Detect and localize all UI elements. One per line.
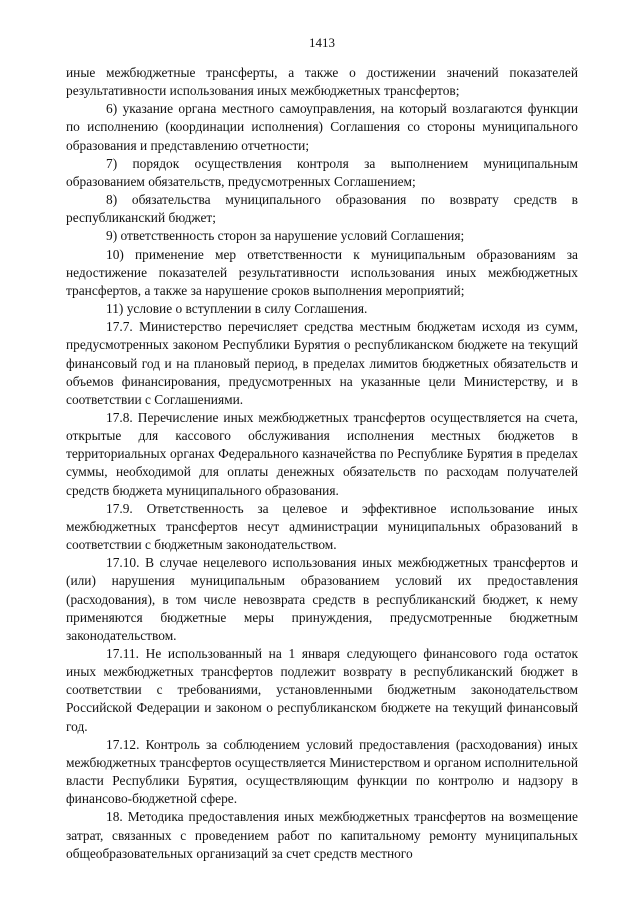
paragraph: 7) порядок осуществления контроля за выполнением муниципальным образованием обязательств, предусмотренных Соглашением;	[66, 155, 578, 189]
paragraph: 18. Методика предоставления иных межбюджетных трансфертов на возмещение затрат, связанных с проведением работ по капитальному ремонту муниципальных общеобразовательных организаций за счет средств местного	[66, 809, 578, 861]
page-number: 1413	[309, 35, 335, 50]
paragraph: 10) применение мер ответственности к муниципальным образованиям за недостижение показателей результативности использования иных межбюджетных трансфертов, а также за нарушение сроков выполнения мероприятий;	[66, 246, 578, 298]
paragraph: 11) условие о вступлении в силу Соглашения.	[106, 301, 368, 317]
paragraph: 6) указание органа местного самоуправления, на который возлагаются функции по исполнению (координации исполнения) Соглашения со стороны муниципального образования и представлению отчетности;	[66, 101, 578, 153]
document-page	[66, 34, 578, 863]
paragraph: 9) ответственность сторон за нарушение условий Соглашения;	[106, 228, 465, 244]
document-body	[66, 64, 578, 863]
paragraph: 8) обязательства муниципального образования по возврату средств в республиканский бюджет;	[66, 192, 578, 226]
paragraph: иные межбюджетные трансферты, а также о достижении значений показателей результативности использования иных межбюджетных трансфертов;	[66, 65, 578, 99]
paragraph: 17.7. Министерство перечисляет средства местным бюджетам исходя из сумм, предусмотренных законом Республики Бурятия о республиканском бюджете на текущий финансовый год и на плановый период, в пределах лимитов бюджетных обязательств и объемов финансирования, предусмотренных на указанные цели Министерству, и в соответствии с Соглашениями.	[66, 319, 578, 407]
paragraph: 17.10. В случае нецелевого использования иных межбюджетных трансфертов и (или) нарушения муниципальным образованием условий их предоставления (расходования), в том числе невозврата средств в республиканский бюджет, к нему применяются бюджетные меры принуждения, предусмотренные бюджетным законодательством.	[66, 555, 578, 643]
paragraph: 17.9. Ответственность за целевое и эффективное использование иных межбюджетных трансфертов несут администрации муниципальных образований в соответствии с бюджетным законодательством.	[66, 500, 578, 553]
paragraph: 17.12. Контроль за соблюдением условий предоставления (расходования) иных межбюджетных трансфертов осуществляется Министерством и органом исполнительной власти Республики Бурятия, осуществляющим функции по контролю и надзору в финансово-бюджетной сфере.	[66, 736, 578, 807]
paragraph: 17.11. Не использованный на 1 января следующего финансового года остаток иных межбюджетных трансфертов подлежит возврату в республиканский бюджет в соответствии с требованиями, установленными бюджетным законодательством Российской Федерации и законом о республиканском бюджете на текущий финансовый год.	[66, 646, 578, 734]
paragraph: 17.8. Перечисление иных межбюджетных трансфертов осуществляется на счета, открытые для кассового обслуживания исполнения местных бюджетов в территориальных органах Федерального казначейства по Республике Бурятия в пределах суммы, необходимой для оплаты денежных обязательств по расходам получателей средств бюджета муниципального образования.	[66, 409, 578, 498]
